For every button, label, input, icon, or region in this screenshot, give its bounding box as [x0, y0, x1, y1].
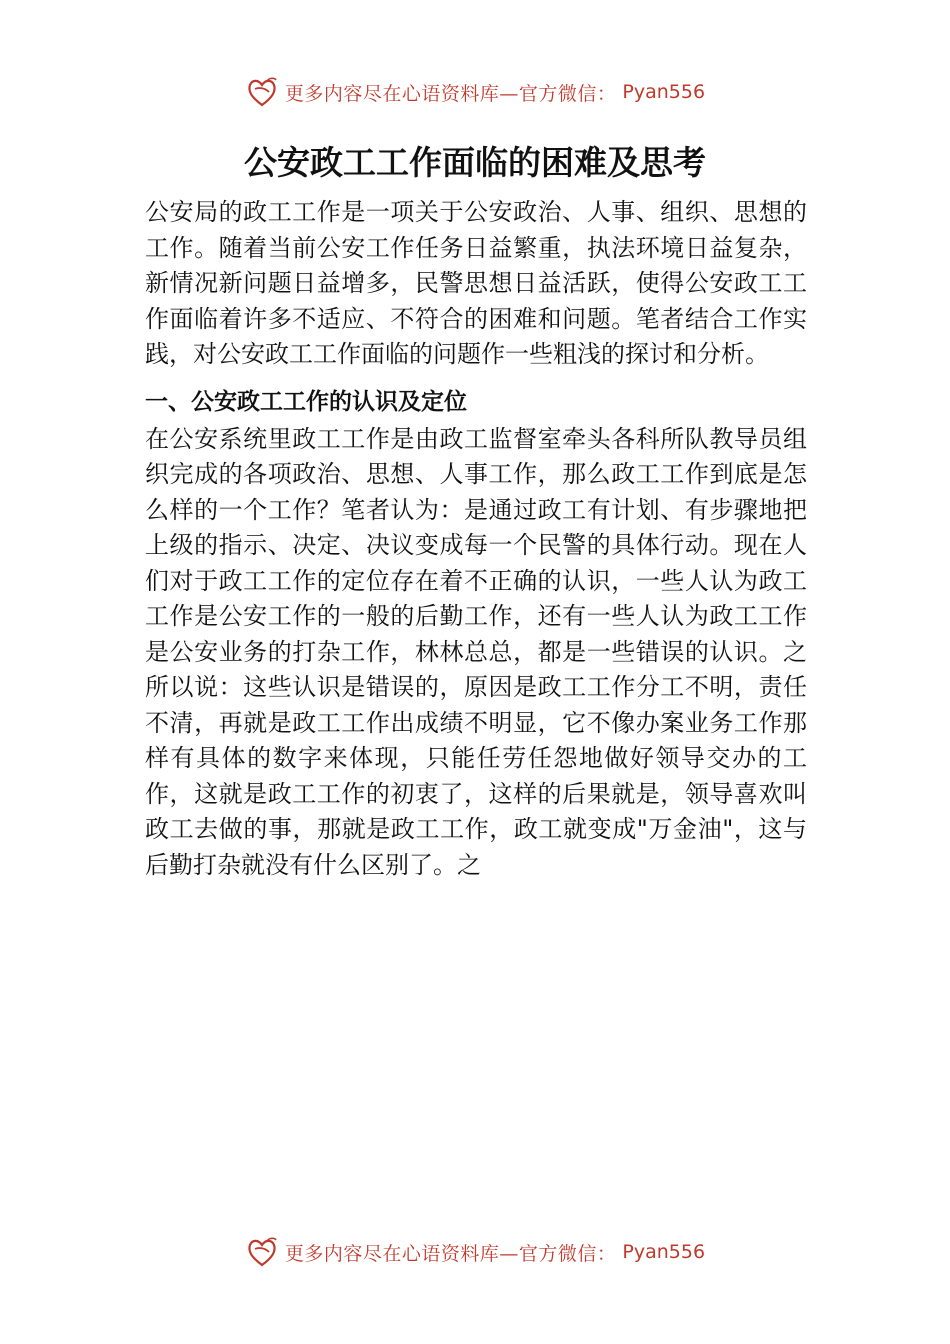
heart-leaf-logo-icon [245, 75, 279, 109]
banner-text: 更多内容尽在心语资料库—官方微信： [284, 82, 617, 105]
document-body [145, 195, 807, 883]
section-paragraph: 在公安系统里政工工作是由政工监督室牵头各科所队教导员组织完成的各项政治、思想、人事工作，那么政工工作到底是怎么样的一个工作？笔者认为：是通过政工有计划、有步骤地把上级的指示、决定、决议变成每一个民警的具体行动。现在人们对于政工工作的定位存在着不正确的认识，一些人认为政工工作是公安工作的一般的后勤工作，还有一些人认为政工工作是公安业务的打杂工作，林林总总，都是一些错误的认识。之所以说：这些认识是错误的，原因是政工工作分工不明，责任不清，再就是政工工作出成绩不明显，它不像办案业务工作那样有具体的数字来体现，只能任劳任怨地做好领导交办的工作，这就是政工工作的初衷了，这样的后果就是，领导喜欢叫政工去做的事，那就是政工工作，政工就变成"万金油"，这与后勤打杂就没有什么区别了。之 [145, 424, 807, 879]
document-title: 公安政工工作面临的困难及思考 [244, 143, 706, 182]
heart-leaf-logo-icon [245, 1235, 279, 1269]
banner-contact: Pyan556 [622, 81, 706, 103]
banner-contact: Pyan556 [622, 1241, 706, 1263]
banner-text: 更多内容尽在心语资料库—官方微信： [284, 1242, 617, 1265]
intro-paragraph: 公安局的政工工作是一项关于公安政治、人事、组织、思想的工作。随着当前公安工作任务日益繁重，执法环境日益复杂，新情况新问题日益增多，民警思想日益活跃，使得公安政工工作面临着许多不适应、不符合的困难和问题。笔者结合工作实践，对公安政工工作面临的问题作一些粗浅的探讨和分析。 [145, 198, 807, 368]
header-banner [0, 72, 950, 112]
footer-banner [0, 1232, 950, 1272]
section-heading: 一、公安政工工作的认识及定位 [145, 388, 467, 415]
